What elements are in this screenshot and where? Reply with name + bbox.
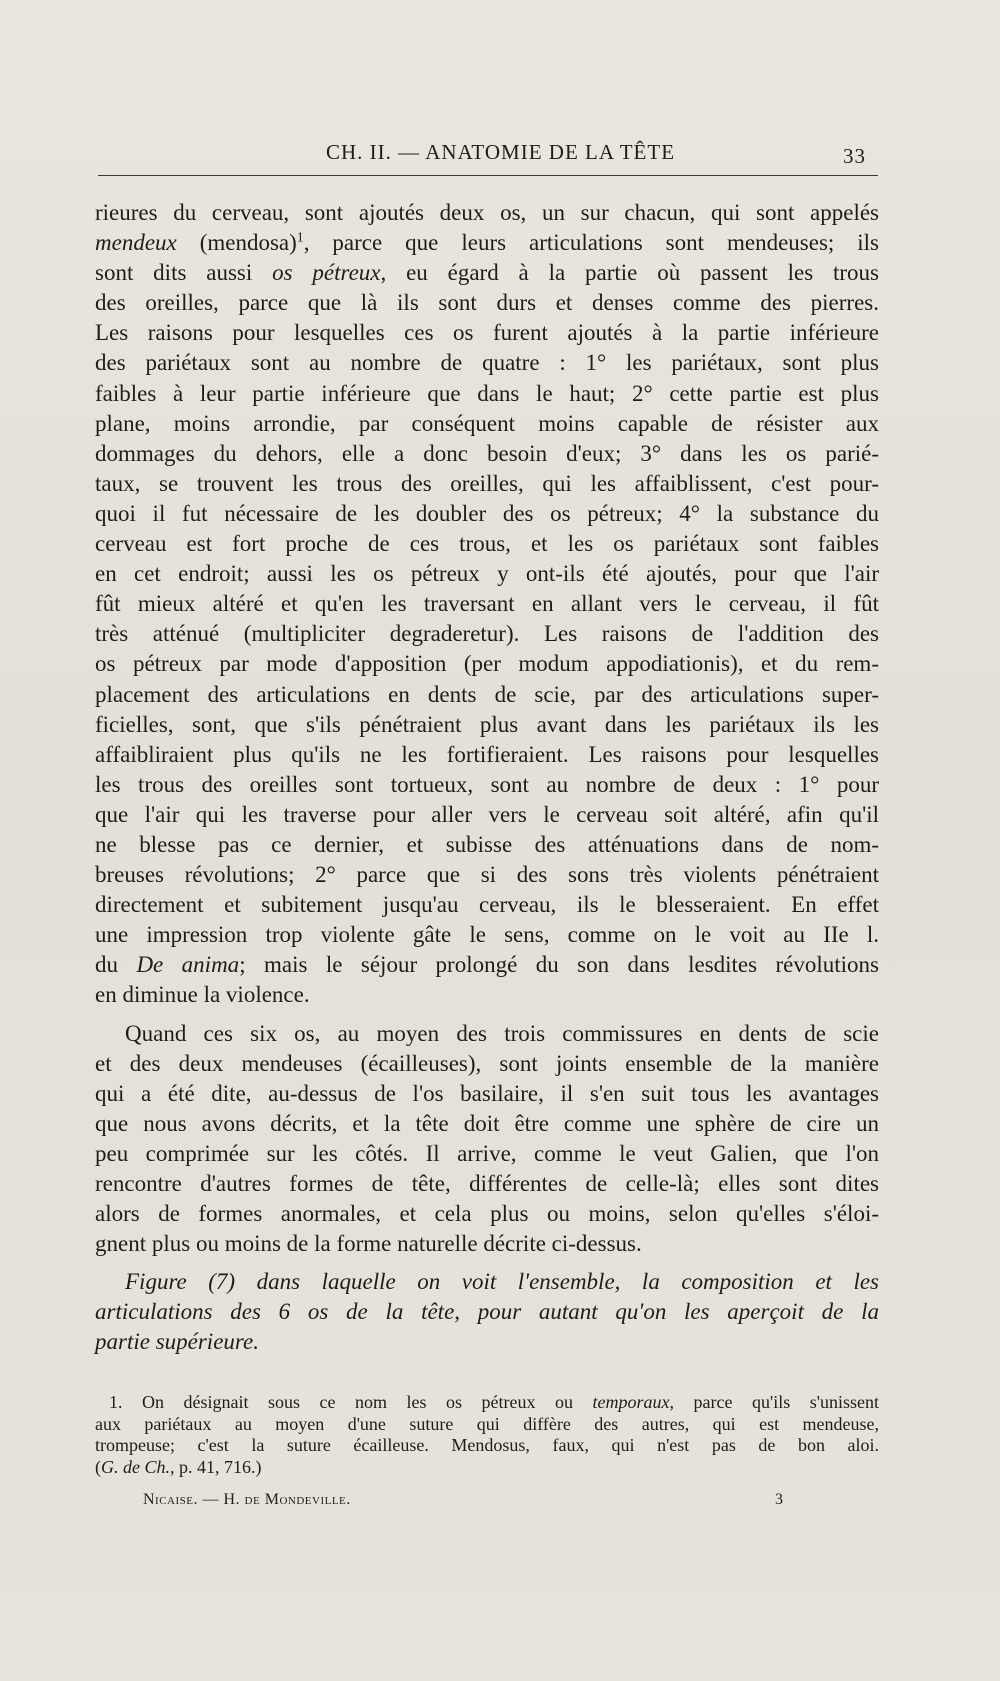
text-fragment: , parce qu'ils s'unissent — [669, 1392, 879, 1412]
text-line: affaibliraient plus qu'ils ne les fortifieraient. Les raisons pour lesquelles — [95, 741, 879, 767]
text-line: et des deux mendeuses (écailleuses), sont joints ensemble de la manière — [95, 1050, 879, 1076]
text-line — [95, 228, 879, 258]
figure-caption — [95, 1267, 879, 1357]
text-fragment: sont dits aussi — [95, 260, 273, 286]
text-line: directement et subitement jusqu'au cerveau, ils le blesseraient. En effet — [95, 892, 879, 918]
text-fragment: ( — [95, 1456, 101, 1477]
body-text — [95, 198, 879, 1358]
text-line: faibles à leur partie inférieure que dans le haut; 2° cette partie est plus — [95, 380, 879, 406]
text-line: cerveau est fort proche de ces trous, et les os pariétaux sont faibles — [95, 531, 879, 557]
text-line: ficielles, sont, que s'ils pénétraient plus avant dans les pariétaux ils les — [95, 711, 879, 737]
footnote-line: aux pariétaux au moyen d'une suture qui diffère des autres, qui est mendeuse, — [95, 1413, 879, 1434]
text-line: Quand ces six os, au moyen des trois commissures en dents de scie — [125, 1020, 879, 1046]
printer-signature — [143, 1491, 803, 1515]
text-line: alors de formes anormales, et cela plus ou moins, selon qu'elles s'éloi- — [95, 1201, 879, 1227]
paragraph-gap — [95, 1259, 879, 1267]
italic-term: os pétreux — [272, 260, 381, 286]
italic-term: temporaux — [592, 1392, 670, 1412]
caption-line: Figure (7) dans laquelle on voit l'ensemble, la composition et les — [125, 1269, 879, 1295]
text-line: que l'air qui les traverse pour aller vers le cerveau soit altéré, afin qu'il — [95, 801, 879, 827]
signature-author: Nicaise. — H. de Mondeville. — [143, 1491, 351, 1508]
text-line: des oreilles, parce que là ils sont durs et denses comme des pierres. — [95, 290, 879, 316]
paragraph-gap — [95, 1011, 879, 1019]
text-line: dommages du dehors, elle a donc besoin d'eux; 3° dans les os parié- — [95, 440, 879, 466]
running-header — [98, 138, 878, 174]
text-line: rencontre d'autres formes de tête, différentes de celle-là; elles sont dites — [95, 1171, 879, 1196]
text-line: en diminue la violence. — [95, 982, 310, 1008]
text-line: très atténué (multipliciter degraderetur). Les raisons de l'addition des — [95, 621, 879, 647]
paragraph-1 — [95, 198, 879, 1011]
text-fragment: , p. 41, 716.) — [170, 1456, 262, 1477]
text-line — [95, 950, 879, 980]
text-line: des pariétaux sont au nombre de quatre : 1° les pariétaux, sont plus — [95, 350, 879, 376]
text-line: une impression trop violente gâte le sens, comme on le voit au IIe l. — [95, 922, 879, 948]
text-fragment: (mendosa) — [176, 230, 297, 256]
footnote-ref: 1 — [296, 229, 304, 245]
text-line: taux, se trouvent les trous des oreilles, qui les affaiblissent, c'est pour- — [95, 470, 879, 496]
text-line: que nous avons décrits, et la tête doit être comme une sphère de cire un — [95, 1110, 879, 1136]
text-line: os pétreux par mode d'apposition (per modum appodiationis), et du rem- — [95, 651, 879, 677]
text-fragment: 1. On désignait sous ce nom les os pétreux ou — [109, 1392, 593, 1412]
footnote-line — [95, 1457, 879, 1479]
text-fragment: , parce que leurs articulations sont mendeuses; ils — [303, 230, 879, 256]
text-fragment: du — [95, 952, 137, 978]
page-number: 33 — [843, 144, 866, 168]
paragraph-2 — [95, 1019, 879, 1260]
italic-citation: G. de Ch. — [101, 1456, 170, 1477]
caption-line: partie supérieure. — [95, 1329, 259, 1355]
text-line: les trous des oreilles sont tortueux, sont au nombre de deux : 1° pour — [95, 771, 879, 797]
text-line — [95, 258, 879, 288]
text-fragment: ; mais le séjour prolongé du son dans lesdites révolutions — [239, 952, 880, 978]
text-line: rieures du cerveau, sont ajoutés deux os, un sur chacun, qui sont appelés — [95, 200, 879, 225]
caption-line: articulations des 6 os de la tête, pour autant qu'on les aperçoit de la — [95, 1299, 879, 1325]
text-fragment: , eu égard à la partie où passent les trous — [380, 260, 879, 286]
text-line: gnent plus ou moins de la forme naturelle décrite ci-dessus. — [95, 1231, 642, 1257]
footnote-line: trompeuse; c'est la suture écailleuse. Mendosus, faux, qui n'est pas de bon aloi. — [95, 1435, 879, 1455]
italic-term: mendeux — [95, 230, 177, 256]
text-line: placement des articulations en dents de scie, par des articulations super- — [95, 681, 879, 707]
footnote — [95, 1392, 879, 1478]
text-line: quoi il fut nécessaire de les doubler des os pétreux; 4° la substance du — [95, 500, 879, 526]
text-line: Les raisons pour lesquelles ces os furent ajoutés à la partie inférieure — [95, 320, 879, 346]
signature-mark: 3 — [775, 1491, 783, 1508]
text-line: en cet endroit; aussi les os pétreux y ont-ils été ajoutés, pour que l'air — [95, 561, 879, 587]
header-rule — [98, 175, 878, 176]
text-line: fût mieux altéré et qu'en les traversant en allant vers le cerveau, il fût — [95, 591, 879, 617]
footnote-line — [95, 1392, 879, 1414]
text-line: breuses révolutions; 2° parce que si des sons très violents pénétraient — [95, 862, 879, 888]
text-line: qui a été dite, au-dessus de l'os basilaire, il s'en suit tous les avantages — [95, 1080, 879, 1106]
text-line: plane, moins arrondie, par conséquent moins capable de résister aux — [95, 410, 879, 436]
italic-title: De anima — [136, 952, 240, 978]
text-line: peu comprimée sur les côtés. Il arrive, comme le veut Galien, que l'on — [95, 1140, 879, 1166]
text-line: ne blesse pas ce dernier, et subisse des atténuations dans de nom- — [95, 831, 879, 857]
running-title: CH. II. — ANATOMIE DE LA TÊTE — [326, 140, 676, 164]
